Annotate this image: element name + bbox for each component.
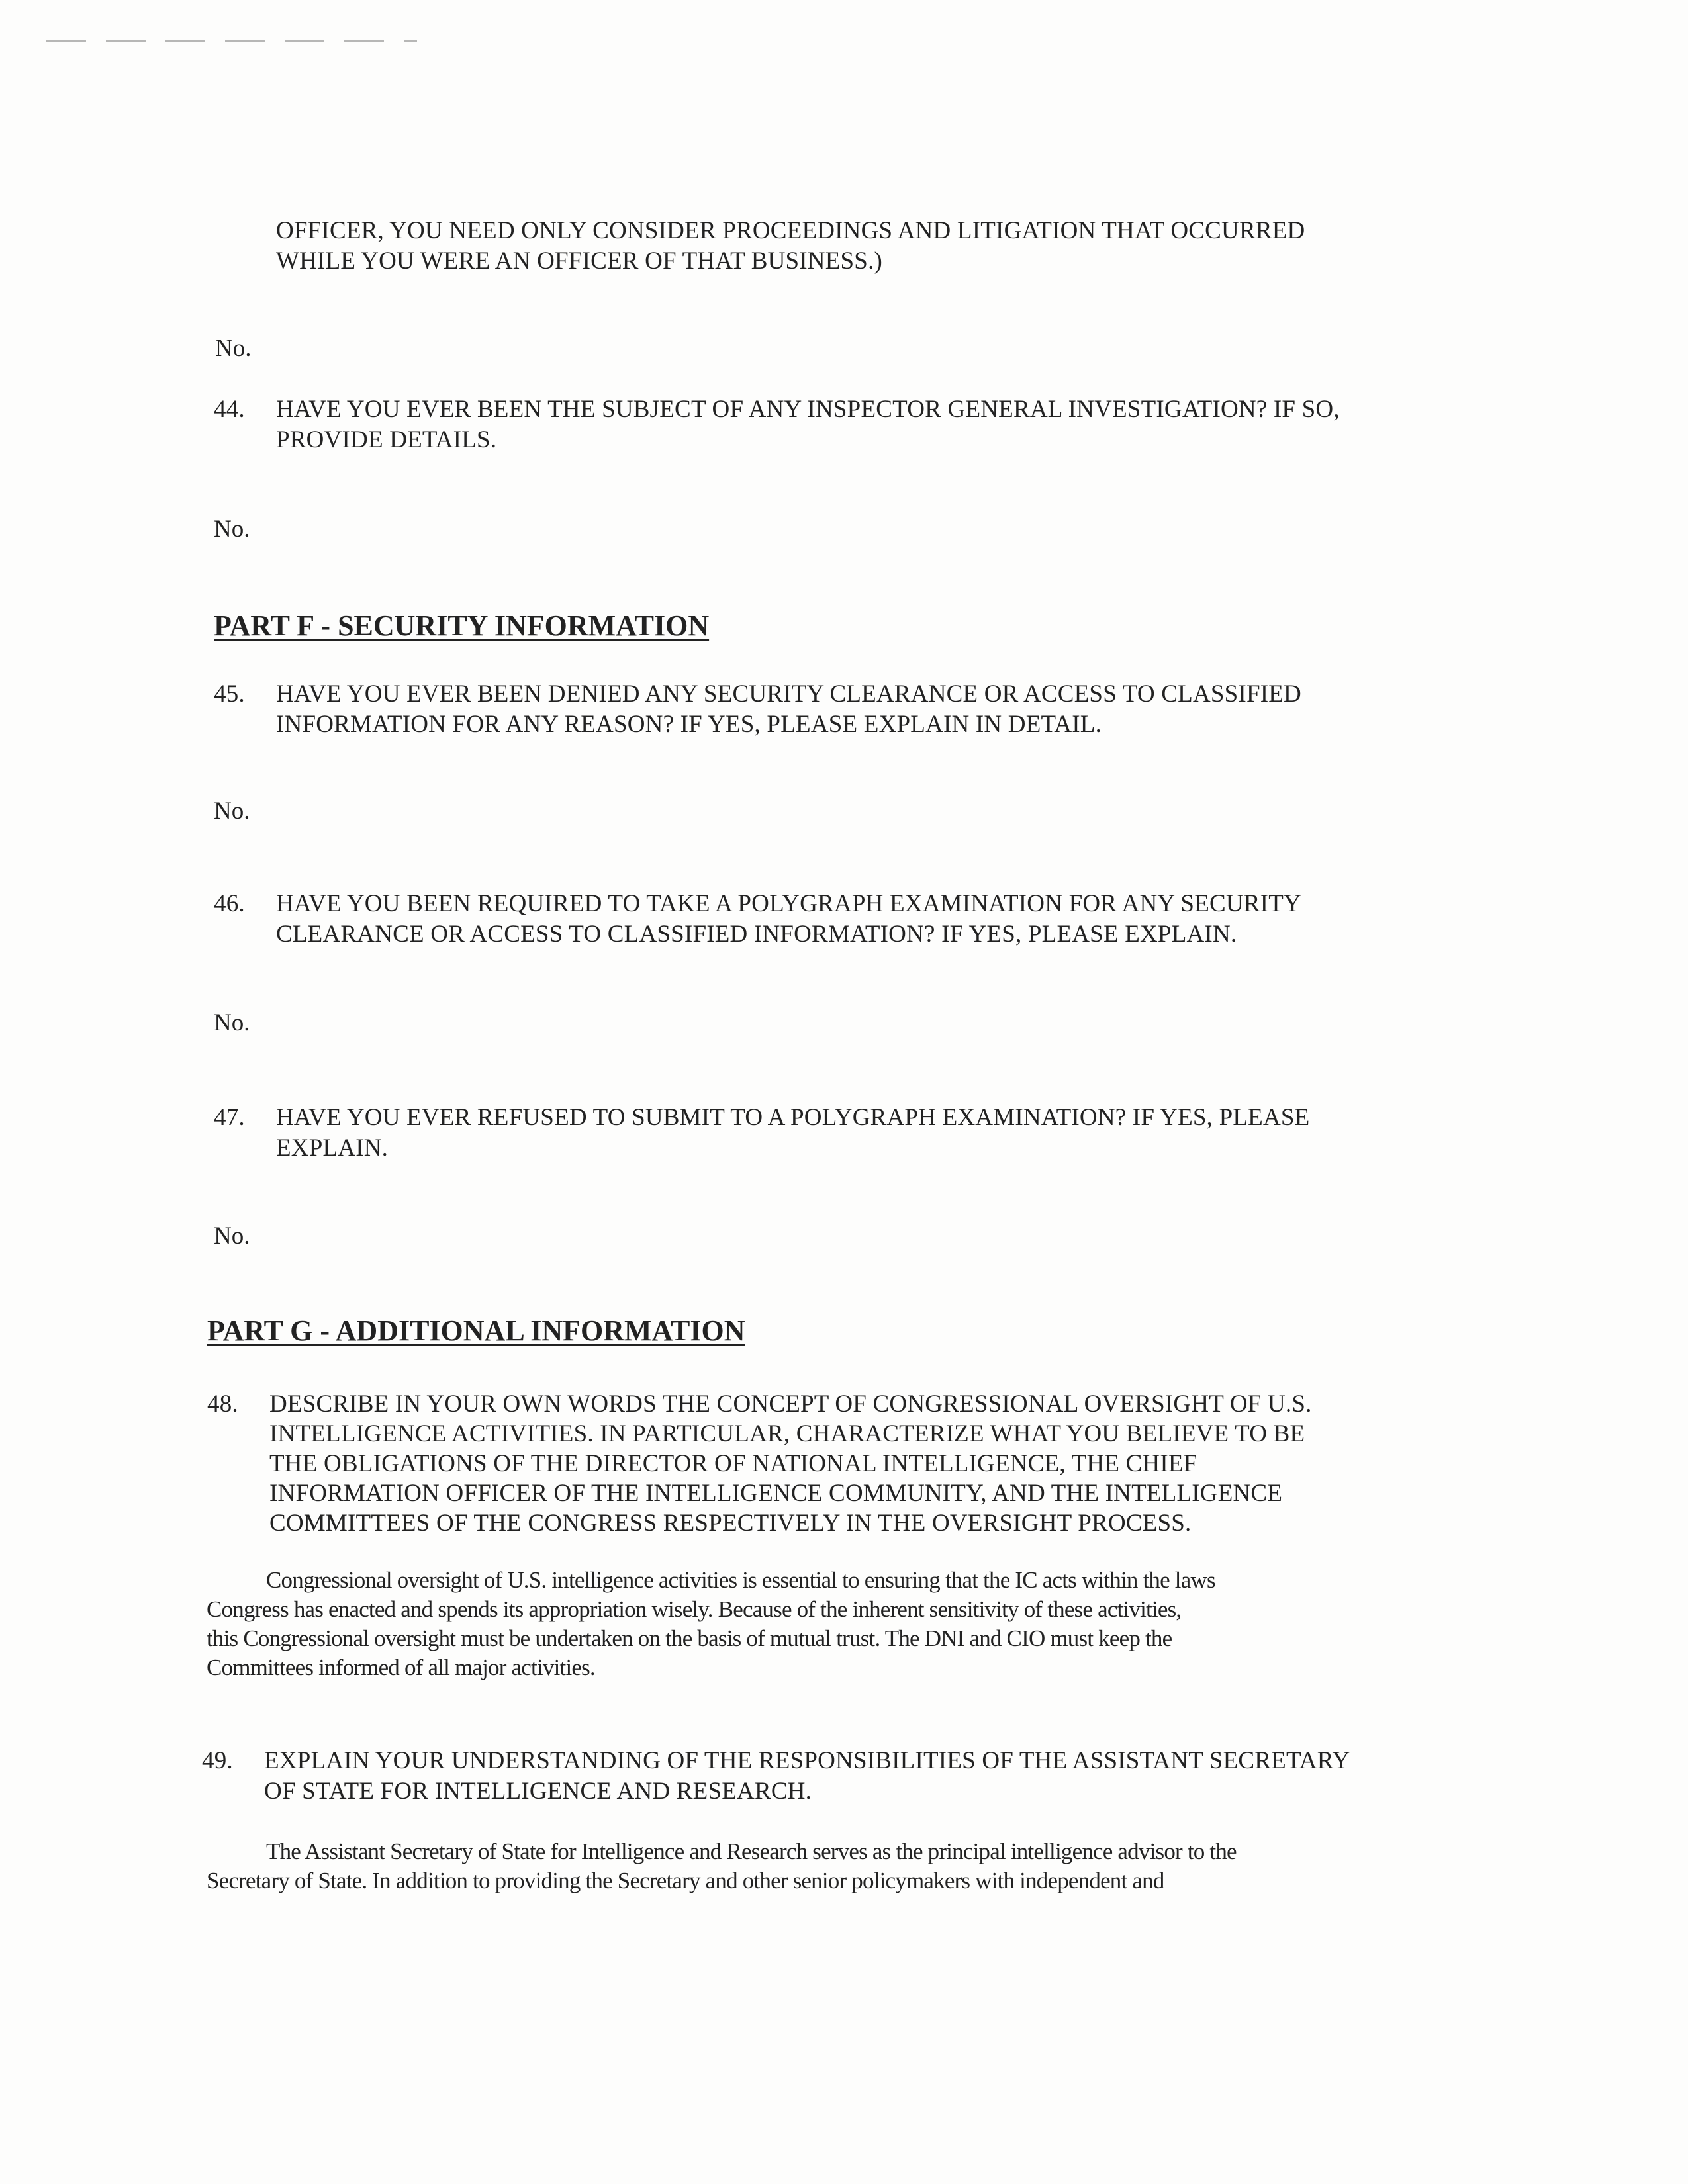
answer: No. xyxy=(214,1009,250,1036)
answer-paragraph-48 xyxy=(207,1566,1215,1682)
question-number: 45. xyxy=(214,680,245,707)
question-line: DESCRIBE IN YOUR OWN WORDS THE CONCEPT OF CONGRESSIONAL OVERSIGHT OF U.S. xyxy=(269,1390,1312,1418)
question-line: HAVE YOU BEEN REQUIRED TO TAKE A POLYGRAPH EXAMINATION FOR ANY SECURITY xyxy=(276,890,1301,917)
answer: No. xyxy=(214,516,250,543)
question-47 xyxy=(214,1103,1538,1163)
answer-line: Congress has enacted and spends its appropriation wisely. Because of the inherent sensitivity of these activities, xyxy=(207,1596,1182,1622)
question-number: 47. xyxy=(214,1104,245,1131)
question-number: 44. xyxy=(214,396,245,423)
question-line: COMMITTEES OF THE CONGRESS RESPECTIVELY IN THE OVERSIGHT PROCESS. xyxy=(269,1510,1192,1537)
answer-line: The Assistant Secretary of State for Intelligence and Research serves as the principal intelligence advisor to the xyxy=(266,1839,1237,1864)
question-line: INFORMATION FOR ANY REASON? IF YES, PLEASE EXPLAIN IN DETAIL. xyxy=(276,711,1102,738)
section-heading-part-f: PART F - SECURITY INFORMATION xyxy=(214,610,710,642)
scan-artifact xyxy=(46,40,417,42)
answer-line: Congressional oversight of U.S. intelligence activities is essential to ensuring that the IC acts within the laws xyxy=(266,1567,1215,1593)
answer: No. xyxy=(215,335,252,362)
question-line: HAVE YOU EVER REFUSED TO SUBMIT TO A POLYGRAPH EXAMINATION? IF YES, PLEASE xyxy=(276,1104,1310,1131)
question-line: HAVE YOU EVER BEEN THE SUBJECT OF ANY INSPECTOR GENERAL INVESTIGATION? IF SO, xyxy=(276,396,1340,423)
question-number: 46. xyxy=(214,890,245,917)
question-line: OF STATE FOR INTELLIGENCE AND RESEARCH. xyxy=(264,1778,812,1805)
question-number: 48. xyxy=(207,1390,238,1418)
question-49 xyxy=(202,1746,1526,1807)
question-line: INFORMATION OFFICER OF THE INTELLIGENCE COMMUNITY, AND THE INTELLIGENCE xyxy=(269,1480,1283,1507)
answer-line: this Congressional oversight must be undertaken on the basis of mutual trust. The DNI and CIO must keep the xyxy=(207,1625,1172,1651)
question-continuation xyxy=(276,216,1305,277)
question-line: EXPLAIN. xyxy=(276,1134,389,1161)
question-line: PROVIDE DETAILS. xyxy=(276,426,497,453)
question-line: THE OBLIGATIONS OF THE DIRECTOR OF NATIONAL INTELLIGENCE, THE CHIEF xyxy=(269,1450,1197,1477)
question-line: HAVE YOU EVER BEEN DENIED ANY SECURITY CLEARANCE OR ACCESS TO CLASSIFIED xyxy=(276,680,1301,707)
question-number: 49. xyxy=(202,1747,233,1774)
question-46 xyxy=(214,889,1538,950)
question-line: WHILE YOU WERE AN OFFICER OF THAT BUSINESS.) xyxy=(276,248,883,275)
question-48 xyxy=(207,1389,1531,1538)
question-line: EXPLAIN YOUR UNDERSTANDING OF THE RESPONSIBILITIES OF THE ASSISTANT SECRETARY xyxy=(264,1747,1350,1774)
question-line: INTELLIGENCE ACTIVITIES. IN PARTICULAR, CHARACTERIZE WHAT YOU BELIEVE TO BE xyxy=(269,1420,1305,1447)
section-heading-part-g: PART G - ADDITIONAL INFORMATION xyxy=(207,1314,745,1347)
answer-paragraph-49 xyxy=(207,1837,1237,1895)
answer-line: Secretary of State. In addition to providing the Secretary and other senior policymakers with independent and xyxy=(207,1868,1164,1893)
question-45 xyxy=(214,679,1538,740)
answer: No. xyxy=(214,1222,250,1250)
answer-line: Committees informed of all major activities. xyxy=(207,1655,595,1680)
question-line: OFFICER, YOU NEED ONLY CONSIDER PROCEEDINGS AND LITIGATION THAT OCCURRED xyxy=(276,217,1305,244)
question-line: CLEARANCE OR ACCESS TO CLASSIFIED INFORMATION? IF YES, PLEASE EXPLAIN. xyxy=(276,921,1237,948)
question-44 xyxy=(214,394,1538,455)
answer: No. xyxy=(214,797,250,825)
